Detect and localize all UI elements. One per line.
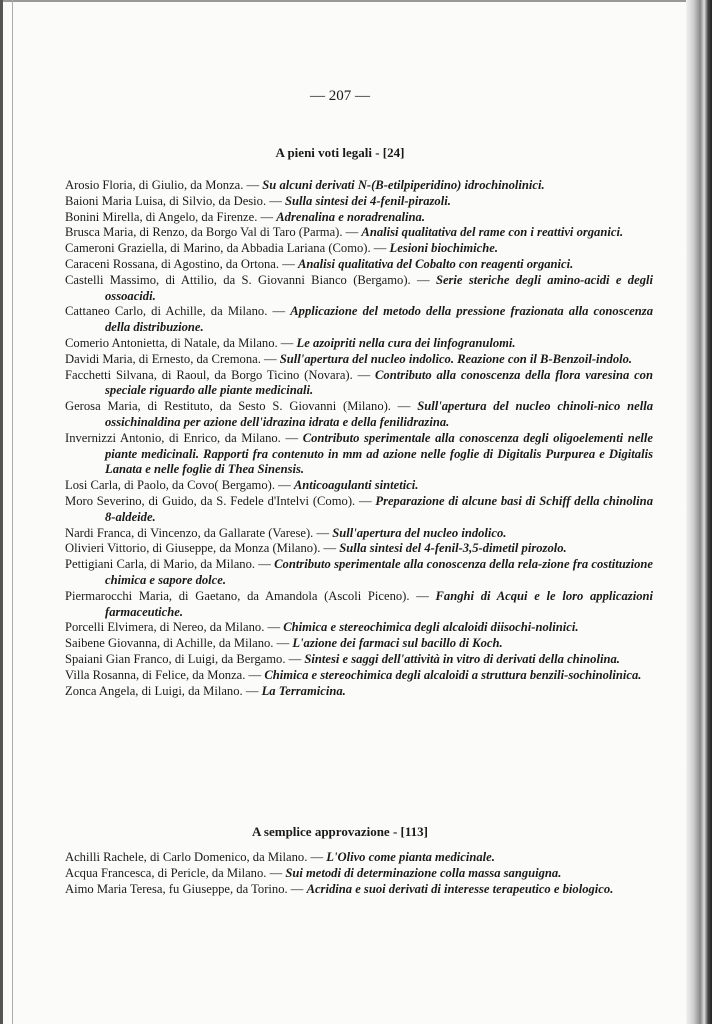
entry-title: Analisi qualitativa del Cobalto con reagenti organici. bbox=[297, 256, 574, 271]
entry-list bbox=[65, 850, 653, 897]
entry-author: Piermarocchi Maria, di Gaetano, da Amandola (Ascoli Piceno). — bbox=[65, 588, 429, 603]
entry-title: Contributo alla conoscenza della flora varesina con speciale riguardo alle piante medicinali. bbox=[105, 367, 653, 398]
list-item bbox=[65, 526, 653, 542]
list-item bbox=[65, 368, 653, 400]
list-item bbox=[65, 620, 653, 636]
list-item bbox=[65, 684, 653, 700]
entry-title: Lesioni biochimiche. bbox=[389, 241, 498, 256]
list-item bbox=[65, 210, 653, 226]
entry-author: Comerio Antonietta, di Natale, da Milano. — bbox=[65, 335, 294, 350]
list-item bbox=[65, 636, 653, 652]
list-item bbox=[65, 178, 653, 194]
entry-author: Saibene Giovanna, di Achille, da Milano. — bbox=[65, 636, 290, 651]
entry-title: Analisi qualitativa del rame con i reattivi organici. bbox=[361, 225, 624, 240]
list-item bbox=[65, 273, 653, 305]
entry-title: Sull'apertura del nucleo indolico. Reazione con il B-Benzoil-indolo. bbox=[279, 351, 633, 366]
list-item bbox=[65, 478, 653, 494]
list-item bbox=[65, 850, 653, 866]
entry-title: Sui metodi di determinazione colla massa sanguigna. bbox=[285, 865, 562, 880]
list-item bbox=[65, 652, 653, 668]
entry-author: Moro Severino, di Guido, da S. Fedele d'Intelvi (Como). — bbox=[65, 493, 372, 508]
list-item bbox=[65, 882, 653, 898]
entry-title: Sull'apertura del nucleo chinoli-nico nella ossichinaldina per azione dell'idrazina idrata e della fenilidrazina. bbox=[105, 399, 653, 429]
list-item bbox=[65, 241, 653, 257]
entry-author: Zonca Angela, di Luigi, da Milano. — bbox=[65, 683, 259, 698]
section-heading: A semplice approvazione - [113] bbox=[252, 824, 428, 839]
entry-title: Preparazione di alcune basi di Schiff della chinolina 8-aldeide. bbox=[105, 493, 653, 524]
entry-title: L'azione dei farmaci sul bacillo di Koch. bbox=[292, 636, 503, 651]
list-item bbox=[65, 399, 653, 431]
entry-author: Brusca Maria, di Renzo, da Borgo Val di Taro (Parma). — bbox=[65, 225, 359, 240]
entry-author: Arosio Floria, di Giulio, da Monza. — bbox=[65, 178, 260, 192]
entry-title: Fanghi di Acqui e le loro applicazioni farmaceutiche. bbox=[105, 588, 653, 619]
list-item bbox=[65, 194, 653, 210]
entry-author: Caraceni Rossana, di Agostino, da Ortona. — bbox=[65, 256, 295, 271]
list-item bbox=[65, 541, 653, 557]
entry-title: Applicazione del metodo della pressione frazionata alla conoscenza della distribuzione. bbox=[105, 304, 654, 335]
list-item bbox=[65, 668, 653, 684]
list-item bbox=[65, 304, 653, 336]
entry-title: Su alcuni derivati N-(B-etilpiperidino) idrochinolinici. bbox=[262, 178, 545, 192]
list-item bbox=[65, 494, 653, 526]
entry-author: Cameroni Graziella, di Marino, da Abbadia Lariana (Como). — bbox=[65, 241, 387, 256]
entry-author: Spaiani Gian Franco, di Luigi, da Bergamo. — bbox=[65, 651, 302, 666]
list-item bbox=[65, 866, 653, 882]
entry-author: Olivieri Vittorio, di Giuseppe, da Monza (Milano). — bbox=[65, 541, 337, 556]
list-item bbox=[65, 352, 653, 368]
entry-title: Sintesi e saggi dell'attività in vitro di derivati della chinolina. bbox=[304, 651, 620, 666]
entry-author: Pettigiani Carla, di Mario, da Milano. — bbox=[65, 557, 271, 572]
entry-author: Nardi Franca, di Vincenzo, da Gallarate (Varese). — bbox=[65, 525, 330, 540]
list-item bbox=[65, 257, 653, 273]
page-number: — 207 — bbox=[310, 88, 370, 104]
entry-title: L'Olivo come pianta medicinale. bbox=[326, 850, 495, 864]
entry-title: Adrenalina e noradrenalina. bbox=[276, 209, 425, 224]
entry-title: Contributo sperimentale alla conoscenza della rela-zione fra costituzione chimica e sapore dolce. bbox=[105, 557, 653, 587]
entry-title: Sull'apertura del nucleo indolico. bbox=[332, 525, 507, 540]
list-item bbox=[65, 557, 653, 589]
list-item bbox=[65, 589, 653, 621]
entry-title: Acridina e suoi derivati di interesse terapeutico e biologico. bbox=[306, 881, 614, 896]
entry-title: Chimica e stereochimica degli alcaloidi a struttura benzili-sochinolinica. bbox=[264, 667, 642, 682]
entry-author: Bonini Mirella, di Angelo, da Firenze. — bbox=[65, 209, 274, 224]
entry-title: Chimica e stereochimica degli alcaloidi diisochi-nolinici. bbox=[283, 620, 579, 635]
entry-title: Serie steriche degli amino-acidi e degli ossoacidi. bbox=[105, 272, 653, 303]
entry-author: Villa Rosanna, di Felice, da Monza. — bbox=[65, 667, 262, 682]
entry-author: Invernizzi Antonio, di Enrico, da Milano. — bbox=[65, 430, 299, 445]
entry-title: Contributo sperimentale alla conoscenza degli oligoelementi nelle piante medicinali. Rapporti fra contenuto in mm ad azione nelle foglie di Digitalis Purpurea e Digitalis Lanata e nelle foglie di Thea Sinensis. bbox=[105, 430, 653, 477]
scan-top-edge bbox=[0, 0, 712, 2]
entry-author: Cattaneo Carlo, di Achille, da Milano. — bbox=[65, 304, 286, 319]
entry-list bbox=[65, 178, 653, 699]
entry-title: Sulla sintesi dei 4-fenil-pirazoli. bbox=[285, 193, 451, 208]
entry-author: Porcelli Elvimera, di Nereo, da Milano. — bbox=[65, 620, 281, 635]
entry-author: Castelli Massimo, di Attilio, da S. Giovanni Bianco (Bergamo). — bbox=[65, 272, 430, 287]
entry-author: Achilli Rachele, di Carlo Domenico, da Milano. — bbox=[65, 850, 324, 864]
entry-author: Gerosa Maria, di Restituto, da Sesto S. Giovanni (Milano). — bbox=[65, 399, 411, 414]
list-item bbox=[65, 336, 653, 352]
scan-right-edge bbox=[686, 0, 712, 1024]
entry-author: Acqua Francesca, di Pericle, da Milano. — bbox=[65, 865, 283, 880]
entry-title: Le azoipriti nella cura dei linfogranulomi. bbox=[296, 335, 516, 350]
entry-author: Losi Carla, di Paolo, da Covo( Bergamo). — bbox=[65, 478, 291, 493]
entry-title: Sulla sintesi del 4-fenil-3,5-dimetil pirozolo. bbox=[339, 541, 567, 556]
entry-title: La Terramicina. bbox=[261, 683, 346, 698]
section-heading: A pieni voti legali - [24] bbox=[275, 145, 405, 160]
list-item bbox=[65, 225, 653, 241]
entry-author: Baioni Maria Luisa, di Silvio, da Desio. — bbox=[65, 193, 282, 208]
entry-title: Anticoagulanti sintetici. bbox=[293, 478, 419, 493]
entry-author: Aimo Maria Teresa, fu Giuseppe, da Torino. — bbox=[65, 881, 304, 896]
list-item bbox=[65, 431, 653, 478]
entry-author: Facchetti Silvana, di Raoul, da Borgo Ticino (Novara). — bbox=[65, 367, 371, 382]
entry-author: Davidi Maria, di Ernesto, da Cremona. — bbox=[65, 351, 277, 366]
